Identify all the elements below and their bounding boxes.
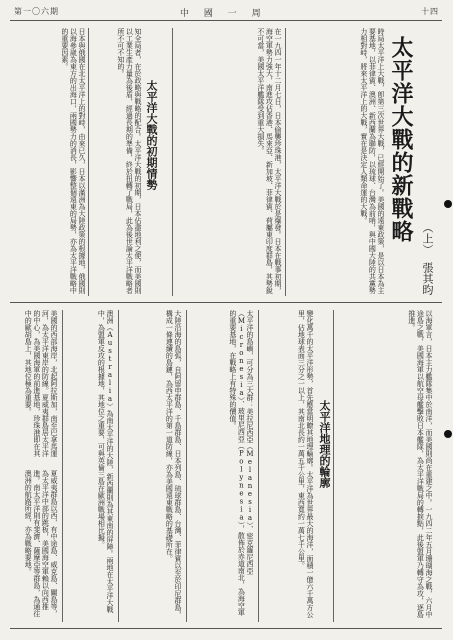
text-column: 時局太平洋上大戰，卽第三次世界大戰，已經開始了。美國的遠東政策，是以日本為主要基地，以菲律賓、澳洲、新西蘭為聯防，以琉球、台灣為前哨，與中國大陸的共黨勢力相對峙，將來太平洋上的大戰，實在是決定人類命運的大戰。 xyxy=(359,28,385,294)
column-rule xyxy=(172,28,173,296)
text-column: 知全局者，在於政略與戰略的配合。太平洋大戰的初期，日本佔盡地利之便，而美國則以工業生產力量為後盾，經過長期的準備，終於扭轉了戰局，此為後世論太平洋戰略者所不可不知的。 xyxy=(116,28,142,294)
article-part: （上） xyxy=(421,222,434,255)
text-column: 太平洋的島嶼，可分為三大群：美拉尼西亞（Melanesia）、密克羅尼西亞（Micronesia）、玻里尼西亞（Polynesia），散佈於赤道南北，為海空軍的重要基地，在戰略上有特殊的價值。 xyxy=(228,310,254,616)
text-column: 以海軍言，日本主力艦隊集中於南洋，而美國則尚在重建之中。一九四二年五月珊瑚海之戰，六月中途島之戰，美國海軍以航空母艦擊敗日本艦隊，為太平洋戰局的轉捩點，此後盟軍乃轉守為攻，逐島推進。 xyxy=(407,310,433,618)
middle-rule xyxy=(10,302,442,303)
page-number: 十四 xyxy=(421,7,439,16)
text-column: 變化萬千的太平洋形勢，首先應當明瞭其地理輪廓。太平洋為世界最大的海洋，面積一億六千萬方公里，佔地球表面三分之一以上，其南北長約一萬五千公里，東西寬約一萬七千公里。 xyxy=(297,310,314,618)
article-author: 張其昀 xyxy=(421,262,434,295)
column-rule xyxy=(62,310,63,622)
section-heading: 太平洋地理的輪廓 xyxy=(318,400,331,488)
column-rule xyxy=(333,310,334,622)
text-column: 大陸沿海的島弧，自阿留申群島、千島群島、日本列島、琉球群島、台灣、菲律賓以至於印尼群島，構成一條連續的島鏈，為西太平洋的第一道防線，亦為美國遠東戰略的基礎所在。 xyxy=(165,310,182,618)
text-column: 澳洲（Australia）為南太平洋的大陸，新西蘭則為其東南的屏障。兩地在太平洋大戰中，為盟軍反攻的根據地，其地位之重要，可與英倫三島在歐洲戰場相比擬。 xyxy=(97,310,114,613)
column-rule xyxy=(285,28,286,296)
text-column: 夏威夷群島以西，有中途島、威克島、關島等，為太平洋中部的跳板，美國海空軍賴以向西推進。南太平洋則有斐濟、薩摩亞等群島，為通往澳洲的航路所經，亦為戰略要地。 xyxy=(24,470,58,617)
section-heading: 太平洋大戰的初期情勢 xyxy=(145,80,158,190)
column-rule xyxy=(88,28,89,296)
magazine-name: 中 國 一 周 xyxy=(180,9,267,19)
issue-number: 第一〇六期 xyxy=(14,7,59,16)
text-column: 在一九四一年十二月七日，日本偷襲珍珠港，太平洋大戰於是爆發。日本在戰事初期，海空軍勢力強大，南進攻佔香港、馬來亞、新加坡、菲律賓、荷屬東印度群島，其勢銳不可當，美國太平洋艦隊受到重大損失。 xyxy=(256,28,282,294)
article-title: 太平洋大戰的新戰略 xyxy=(388,36,414,243)
column-rule xyxy=(186,310,187,622)
column-rule xyxy=(118,310,119,622)
header-rule xyxy=(10,20,442,21)
binder-hole xyxy=(444,430,452,438)
text-column: 美國的西部海岸，北起阿拉斯加，南至巴拿馬運河，為太平洋東岸的防線。夏威夷群島居太平洋的中心，為美國海軍的前進基地，珍珠港即在其中的歐胡島上，其地位極為重要。 xyxy=(24,310,58,457)
footer-rule xyxy=(10,628,442,629)
column-rule xyxy=(258,310,259,622)
binder-hole xyxy=(444,200,452,208)
text-column: 日本與俄國在北太平洋上的對峙，由來已久，日本以滿洲為大陸政策的根據地，俄國則以海參崴為東方的出海口，兩國勢力的消長，影響整個遠東的局勢，亦為太平洋戰略中的重要因素。 xyxy=(60,28,86,294)
